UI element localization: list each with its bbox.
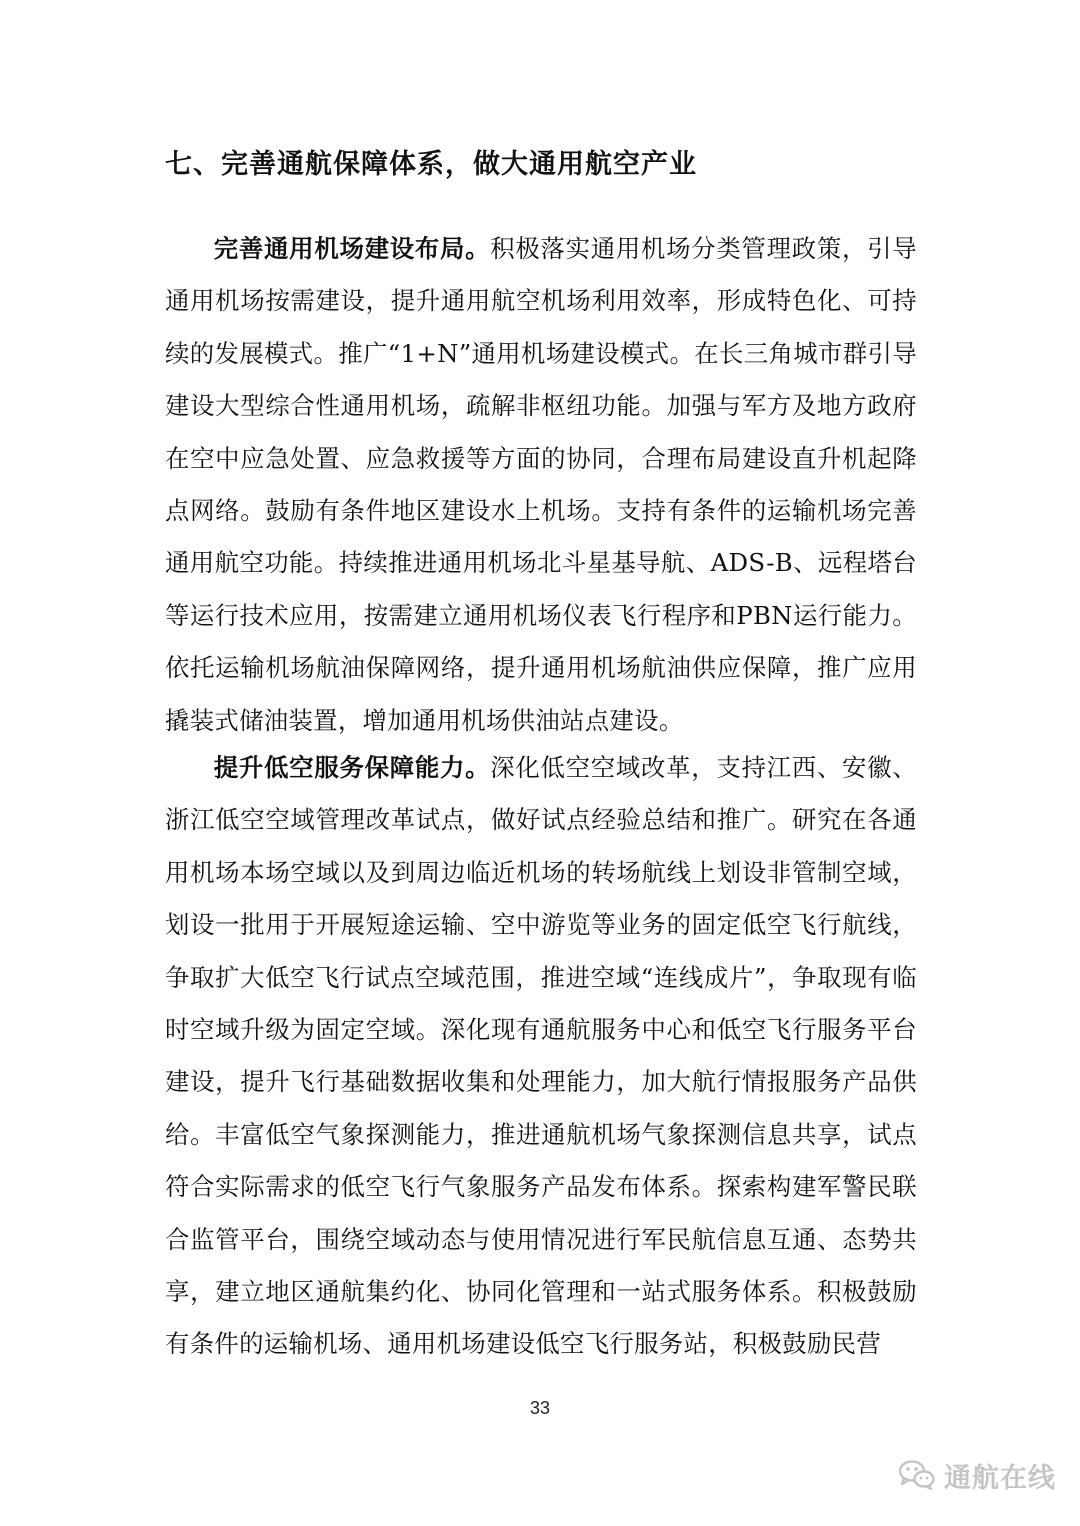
page-number: 33 <box>529 1398 551 1418</box>
paragraph-lead: 完善通用机场建设布局。 <box>213 234 491 263</box>
wechat-icon <box>898 1459 936 1491</box>
watermark <box>898 1450 1056 1500</box>
paragraph-body: 积极落实通用机场分类管理政策，引导通用机场按需建设，提升通用航空机场利用效率，形成特色化、可持续的发展模式。推广“1+N”通用机场建设模式。在长三角城市群引导建设大型综合性通用机场，疏解非枢纽功能。加强与军方及地方政府在空中应急处置、应急救援等方面的协同，合理布局建设直升机起降点网络。鼓励有条件地区建设水上机场。支持有条件的运输机场完善通用航空功能。持续推进通用机场北斗星基导航、ADS-B、远程塔台等运行技术应用，按需建立通用机场仪表飞行程序和PBN运行能力。依托运输机场航油保障网络，提升通用机场航油供应保障，推广应用撬装式储油装置，增加通用机场供油站点建设。 <box>165 234 917 735</box>
section-heading: 七、完善通航保障体系，做大通用航空产业 <box>165 149 697 180</box>
watermark-text: 通航在线 <box>944 1462 1056 1494</box>
paragraph-lead: 提升低空服务保障能力。 <box>213 753 491 782</box>
paragraph-low-altitude-service <box>165 742 917 1371</box>
paragraph-airport-layout <box>165 223 917 747</box>
paragraph-body: 深化低空空域改革，支持江西、安徽、浙江低空空域管理改革试点，做好试点经验总结和推广。研究在各通用机场本场空域以及到周边临近机场的转场航线上划设非管制空域，划设一批用于开展短途运输、空中游览等业务的固定低空飞行航线，争取扩大低空飞行试点空域范围，推进空域“连线成片”，争取现有临时空域升级为固定空域。深化现有通航服务中心和低空飞行服务平台建设，提升飞行基础数据收集和处理能力，加大航行情报服务产品供给。丰富低空气象探测能力，推进通航机场气象探测信息共享，试点符合实际需求的低空飞行气象服务产品发布体系。探索构建军警民联合监管平台，围绕空域动态与使用情况进行军民航信息互通、态势共享，建立地区通航集约化、协同化管理和一站式服务体系。积极鼓励有条件的运输机场、通用机场建设低空飞行服务站，积极鼓励民营 <box>165 753 917 1359</box>
